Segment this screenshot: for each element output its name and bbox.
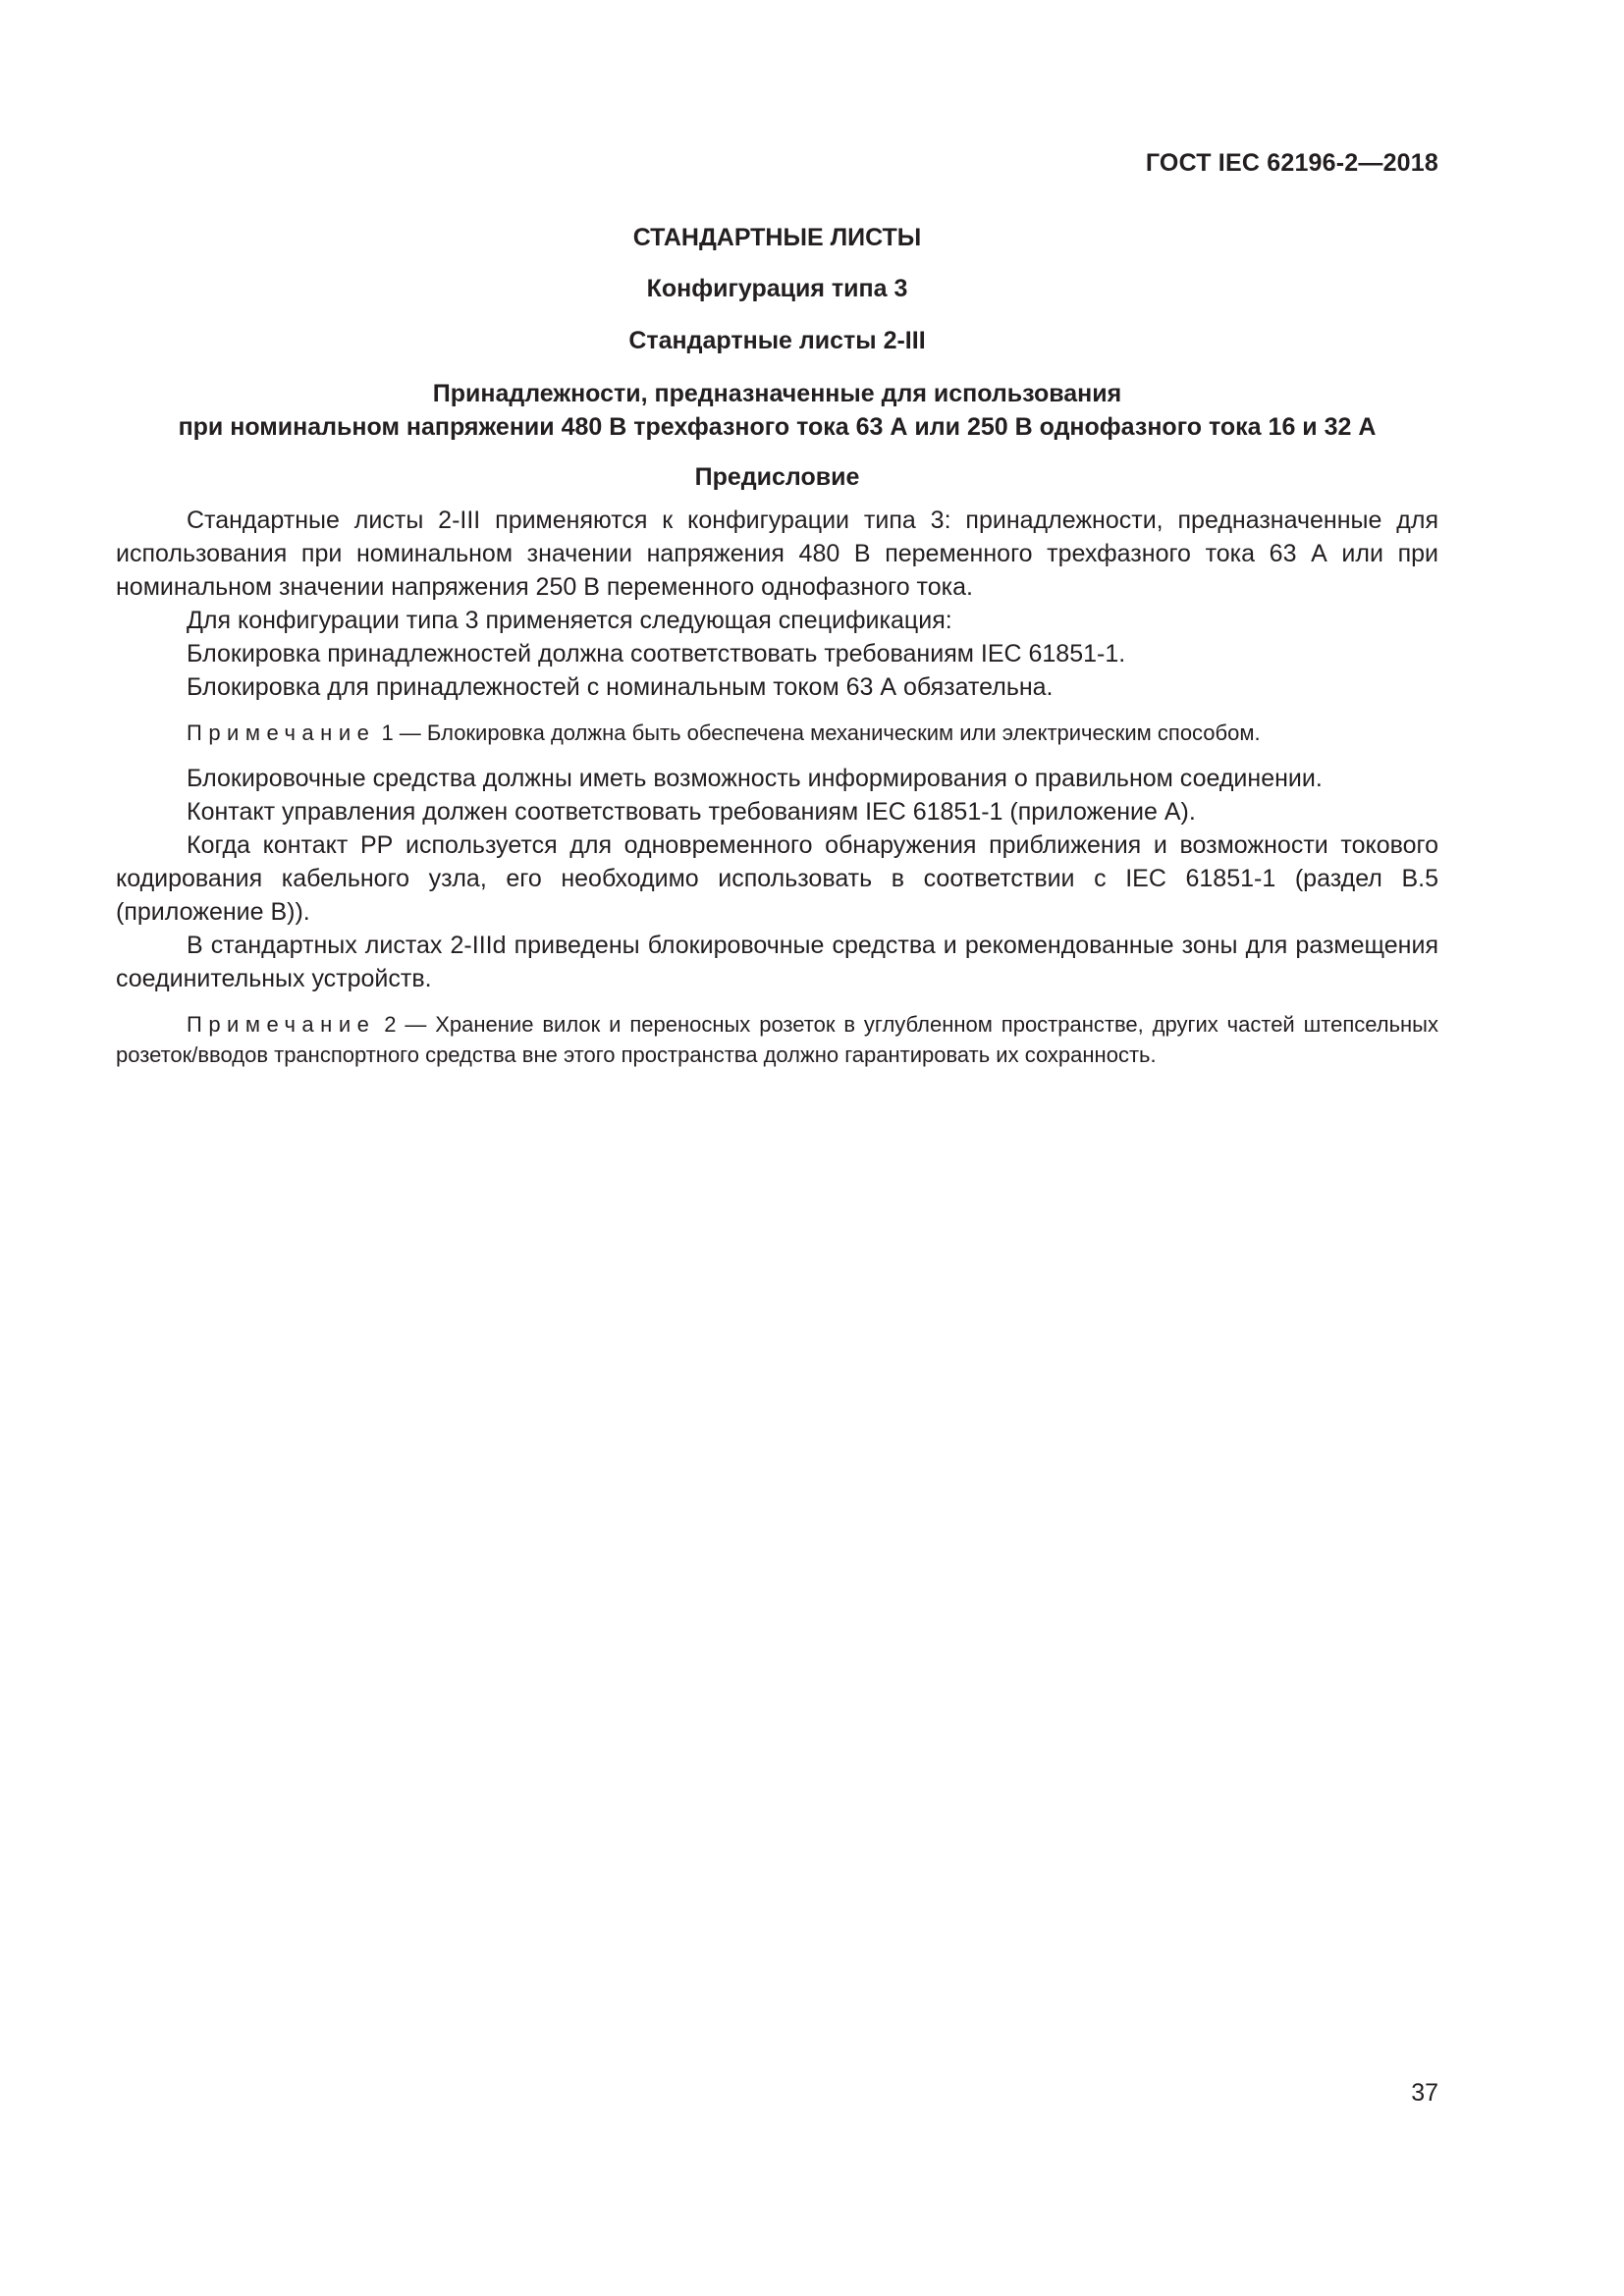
document-code: ГОСТ IEC 62196-2—2018	[1145, 149, 1438, 177]
paragraph-scope: Стандартные листы 2-III применяются к конфигурации типа 3: принадлежности, предназначенные для использования при номинальном значении напряжения 480 В переменного трехфазного тока 63 А или при номинальном значении напряжения 250 В переменного однофазного тока.	[116, 507, 1438, 601]
note-2-label: Примечание	[187, 1012, 376, 1037]
paragraph-specification: Для конфигурации типа 3 применяется следующая спецификация:	[187, 607, 952, 634]
document-title	[116, 377, 1438, 444]
paragraph-locking-means: Блокировочные средства должны иметь возможность информирования о правильном соединении.	[187, 765, 1323, 792]
paragraph-pp-contact: Когда контакт РР используется для одновременного обнаружения приближения и возможности токового кодирования кабельного узла, его необходимо использовать в соответствии с IEC 61851-1 (раздел В.5 (приложение В)).	[116, 831, 1438, 926]
sheets-number-heading: Стандартные листы 2-III	[628, 327, 926, 354]
paragraph-locking-mandatory: Блокировка для принадлежностей с номинальным током 63 А обязательна.	[187, 673, 1054, 701]
note-1	[116, 718, 1438, 748]
note-2	[116, 1009, 1438, 1070]
note-1-text: 1 — Блокировка должна быть обеспечена механическим или электрическим способом.	[375, 721, 1261, 745]
title-line-2: при номинальном напряжении 480 В трехфазного тока 63 А или 250 В однофазного тока 16 и 32 А	[178, 413, 1377, 441]
note-2-text: 2 — Хранение вилок и переносных розеток в углубленном пространстве, других частей штепсельных розеток/вводов транспортного средства вне этого пространства должно гарантировать их сохранность.	[116, 1012, 1438, 1067]
page-number: 37	[1411, 2079, 1438, 2107]
paragraph-sheets-reference: В стандартных листах 2-IIId приведены блокировочные средства и рекомендованные зоны для размещения соединительных устройств.	[116, 932, 1438, 992]
section-heading: СТАНДАРТНЫЕ ЛИСТЫ	[632, 224, 922, 251]
paragraph-locking-requirement: Блокировка принадлежностей должна соответствовать требованиям IEC 61851-1.	[187, 640, 1126, 667]
page-content	[116, 224, 1438, 1084]
foreword-heading: Предисловие	[694, 463, 860, 491]
title-line-1: Принадлежности, предназначенные для использования	[432, 380, 1122, 407]
paragraph-control-contact: Контакт управления должен соответствовать требованиям IEC 61851-1 (приложение А).	[187, 798, 1196, 826]
note-1-label: Примечание	[187, 721, 376, 745]
configuration-heading: Конфигурация типа 3	[646, 275, 908, 302]
